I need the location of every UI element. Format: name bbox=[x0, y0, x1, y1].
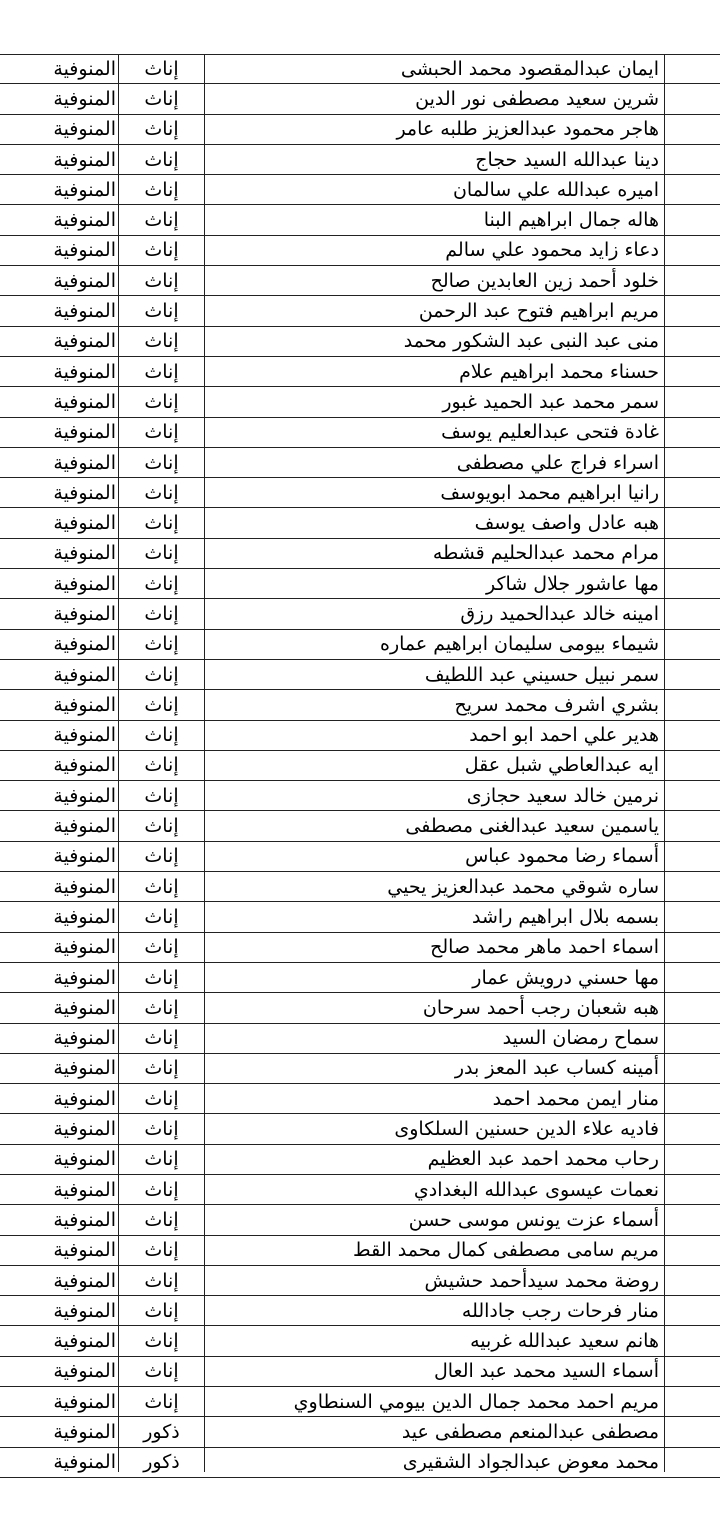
governorate-cell: المنوفية bbox=[53, 390, 116, 413]
table-row bbox=[0, 1326, 720, 1356]
governorate-cell: المنوفية bbox=[53, 845, 116, 868]
governorate-cell: المنوفية bbox=[53, 451, 116, 474]
name-cell: دينا عبدالله السيد حجاج bbox=[475, 148, 659, 171]
name-cell: هاله جمال ابراهيم البنا bbox=[483, 209, 659, 232]
gender-cell: إناث bbox=[144, 905, 179, 928]
gender-cell: إناث bbox=[144, 1118, 179, 1141]
governorate-cell: المنوفية bbox=[53, 118, 116, 141]
table-row bbox=[0, 236, 720, 266]
column-divider-middle bbox=[204, 54, 205, 1472]
table-row bbox=[0, 418, 720, 448]
name-cell: أسماء السيد محمد عبد العال bbox=[433, 1360, 659, 1383]
name-cell: مريم احمد محمد جمال الدين بيومي السنطاوي bbox=[293, 1390, 659, 1413]
table-row bbox=[0, 933, 720, 963]
table-row bbox=[0, 1296, 720, 1326]
governorate-cell: المنوفية bbox=[53, 178, 116, 201]
gender-cell: إناث bbox=[144, 663, 179, 686]
governorate-cell: المنوفية bbox=[53, 1360, 116, 1383]
governorate-cell: المنوفية bbox=[53, 1148, 116, 1171]
governorate-cell: المنوفية bbox=[53, 239, 116, 262]
governorate-cell: المنوفية bbox=[53, 481, 116, 504]
gender-cell: إناث bbox=[144, 360, 179, 383]
table-row bbox=[0, 508, 720, 538]
governorate-cell: المنوفية bbox=[53, 87, 116, 110]
name-cell: ياسمين سعيد عبدالغنى مصطفى bbox=[405, 815, 659, 838]
governorate-cell: المنوفية bbox=[53, 936, 116, 959]
name-cell: خلود أحمد زين العابدين صالح bbox=[430, 269, 659, 292]
governorate-cell: المنوفية bbox=[53, 1239, 116, 1262]
governorate-cell: المنوفية bbox=[53, 1421, 116, 1443]
gender-cell: إناث bbox=[144, 1299, 179, 1322]
governorate-cell: المنوفية bbox=[53, 58, 116, 81]
name-cell: هدير علي احمد ابو احمد bbox=[469, 724, 659, 747]
table-row bbox=[0, 327, 720, 357]
table-row bbox=[0, 1054, 720, 1084]
table-row bbox=[0, 145, 720, 175]
table-row bbox=[0, 1145, 720, 1175]
name-cell: أمينه كساب عبد المعز بدر bbox=[454, 1057, 659, 1080]
governorate-cell: المنوفية bbox=[53, 269, 116, 292]
table-row bbox=[0, 1024, 720, 1054]
governorate-cell: المنوفية bbox=[53, 966, 116, 989]
governorate-cell: المنوفية bbox=[53, 1390, 116, 1413]
gender-cell: إناث bbox=[144, 300, 179, 323]
governorate-cell: المنوفية bbox=[53, 1178, 116, 1201]
name-cell: ايه عبدالعاطي شبل عقل bbox=[464, 754, 659, 777]
table-row bbox=[0, 296, 720, 326]
name-cell: شيماء بيومى سليمان ابراهيم عماره bbox=[379, 633, 659, 656]
name-cell: روضة محمد سيدأحمد حشيش bbox=[424, 1269, 659, 1292]
governorate-cell: المنوفية bbox=[53, 542, 116, 565]
gender-cell: إناث bbox=[144, 481, 179, 504]
table-row bbox=[0, 84, 720, 114]
name-cell: أسماء رضا محمود عباس bbox=[465, 845, 659, 868]
name-cell: منار ايمن محمد احمد bbox=[492, 1087, 659, 1110]
name-cell: حسناء محمد ابراهيم علام bbox=[459, 360, 659, 383]
column-divider-right bbox=[664, 54, 665, 1472]
gender-cell: إناث bbox=[144, 512, 179, 535]
governorate-cell: المنوفية bbox=[53, 724, 116, 747]
name-cell: اسماء احمد ماهر محمد صالح bbox=[430, 936, 659, 959]
name-cell: سمر نبيل حسيني عبد اللطيف bbox=[424, 663, 659, 686]
governorate-cell: المنوفية bbox=[53, 572, 116, 595]
gender-cell: إناث bbox=[144, 845, 179, 868]
table-row bbox=[0, 115, 720, 145]
gender-cell: إناث bbox=[144, 390, 179, 413]
gender-cell: إناث bbox=[144, 633, 179, 656]
table-row bbox=[0, 1205, 720, 1235]
governorate-cell: المنوفية bbox=[53, 360, 116, 383]
table-row bbox=[0, 599, 720, 629]
gender-cell: إناث bbox=[144, 996, 179, 1019]
governorate-cell: المنوفية bbox=[53, 421, 116, 444]
governorate-cell: المنوفية bbox=[53, 1451, 116, 1474]
governorate-cell: المنوفية bbox=[53, 905, 116, 928]
gender-cell: إناث bbox=[144, 754, 179, 777]
table-row bbox=[0, 1417, 720, 1447]
table-row bbox=[0, 1387, 720, 1417]
governorate-cell: المنوفية bbox=[53, 663, 116, 686]
table-row bbox=[0, 751, 720, 781]
name-cell: مصطفى عبدالمنعم مصطفى عيد bbox=[401, 1421, 659, 1443]
gender-cell: إناث bbox=[144, 936, 179, 959]
table-row bbox=[0, 266, 720, 296]
gender-cell: إناث bbox=[144, 269, 179, 292]
name-cell: رانيا ابراهيم محمد ابويوسف bbox=[440, 481, 659, 504]
table-row bbox=[0, 630, 720, 660]
table-row bbox=[0, 993, 720, 1023]
gender-cell: إناث bbox=[144, 1148, 179, 1171]
column-divider-left bbox=[118, 54, 119, 1472]
name-cell: محمد معوض عبدالجواد الشقيرى bbox=[402, 1451, 659, 1474]
table-row bbox=[0, 387, 720, 417]
name-cell: مريم ابراهيم فتوح عبد الرحمن bbox=[418, 300, 659, 323]
name-cell: رحاب محمد احمد عبد العظيم bbox=[427, 1148, 659, 1171]
table-row bbox=[0, 811, 720, 841]
table-row bbox=[0, 478, 720, 508]
name-cell: هبه عادل واصف يوسف bbox=[474, 512, 659, 535]
name-cell: مرام محمد عبدالحليم قشطه bbox=[432, 542, 659, 565]
table-row bbox=[0, 205, 720, 235]
name-cell: هبه شعبان رجب أحمد سرحان bbox=[422, 996, 659, 1019]
table-row bbox=[0, 1236, 720, 1266]
governorate-cell: المنوفية bbox=[53, 209, 116, 232]
governorate-cell: المنوفية bbox=[53, 1118, 116, 1141]
gender-cell: إناث bbox=[144, 724, 179, 747]
table-row bbox=[0, 781, 720, 811]
table-row bbox=[0, 569, 720, 599]
governorate-cell: المنوفية bbox=[53, 1208, 116, 1231]
gender-cell: إناث bbox=[144, 815, 179, 838]
governorate-cell: المنوفية bbox=[53, 1027, 116, 1050]
gender-cell: إناث bbox=[144, 1239, 179, 1262]
name-cell: أسماء عزت يونس موسى حسن bbox=[408, 1208, 659, 1231]
table-row bbox=[0, 1084, 720, 1114]
gender-cell: إناث bbox=[144, 209, 179, 232]
governorate-cell: المنوفية bbox=[53, 996, 116, 1019]
gender-cell: إناث bbox=[144, 118, 179, 141]
gender-cell: إناث bbox=[144, 239, 179, 262]
governorate-cell: المنوفية bbox=[53, 875, 116, 898]
gender-cell: إناث bbox=[144, 602, 179, 625]
name-cell: فاديه علاء الدين حسنين السلكاوى bbox=[394, 1118, 659, 1141]
name-cell: بشري اشرف محمد سريح bbox=[454, 693, 659, 716]
governorate-cell: المنوفية bbox=[53, 602, 116, 625]
name-cell: سماح رمضان السيد bbox=[502, 1027, 659, 1050]
table-row bbox=[0, 448, 720, 478]
table-row bbox=[0, 721, 720, 751]
gender-cell: إناث bbox=[144, 1178, 179, 1201]
gender-cell: إناث bbox=[144, 148, 179, 171]
governorate-cell: المنوفية bbox=[53, 754, 116, 777]
name-cell: شرين سعيد مصطفى نور الدين bbox=[415, 87, 659, 110]
gender-cell: إناث bbox=[144, 1208, 179, 1231]
table-row bbox=[0, 175, 720, 205]
gender-cell: إناث bbox=[144, 451, 179, 474]
gender-cell: إناث bbox=[144, 875, 179, 898]
governorate-cell: المنوفية bbox=[53, 1087, 116, 1110]
gender-cell: إناث bbox=[144, 784, 179, 807]
governorate-cell: المنوفية bbox=[53, 1330, 116, 1353]
table-row bbox=[0, 1114, 720, 1144]
name-cell: منى عبد النبى عبد الشكور محمد bbox=[403, 330, 659, 353]
table-row bbox=[0, 660, 720, 690]
table-row bbox=[0, 1266, 720, 1296]
gender-cell: إناث bbox=[144, 58, 179, 81]
governorate-cell: المنوفية bbox=[53, 512, 116, 535]
table-row bbox=[0, 1448, 720, 1478]
name-cell: مها حسني درويش عمار bbox=[472, 966, 659, 989]
table-row bbox=[0, 1175, 720, 1205]
gender-cell: ذكور bbox=[143, 1421, 180, 1443]
table-row bbox=[0, 963, 720, 993]
table-row bbox=[0, 54, 720, 84]
governorate-cell: المنوفية bbox=[53, 784, 116, 807]
names-table bbox=[0, 54, 720, 1478]
gender-cell: إناث bbox=[144, 1360, 179, 1383]
gender-cell: إناث bbox=[144, 693, 179, 716]
name-cell: ايمان عبدالمقصود محمد الحبشى bbox=[400, 58, 659, 81]
name-cell: نعمات عيسوى عبدالله البغدادي bbox=[413, 1178, 659, 1201]
governorate-cell: المنوفية bbox=[53, 300, 116, 323]
table-row bbox=[0, 357, 720, 387]
name-cell: سمر محمد عبد الحميد غبور bbox=[442, 390, 659, 413]
governorate-cell: المنوفية bbox=[53, 693, 116, 716]
table-row bbox=[0, 872, 720, 902]
table-row bbox=[0, 902, 720, 932]
gender-cell: إناث bbox=[144, 966, 179, 989]
name-cell: نرمين خالد سعيد حجازى bbox=[466, 784, 659, 807]
name-cell: امينه خالد عبدالحميد رزق bbox=[460, 602, 659, 625]
gender-cell: إناث bbox=[144, 542, 179, 565]
governorate-cell: المنوفية bbox=[53, 1057, 116, 1080]
gender-cell: ذكور bbox=[143, 1451, 180, 1474]
name-cell: اسراء فراج علي مصطفى bbox=[456, 451, 659, 474]
table-row bbox=[0, 539, 720, 569]
name-cell: غادة فتحى عبدالعليم يوسف bbox=[441, 421, 659, 444]
table-row bbox=[0, 842, 720, 872]
gender-cell: إناث bbox=[144, 87, 179, 110]
gender-cell: إناث bbox=[144, 572, 179, 595]
name-cell: اميره عبدالله علي سالمان bbox=[452, 178, 659, 201]
name-cell: ساره شوقي محمد عبدالعزيز يحيي bbox=[387, 875, 659, 898]
governorate-cell: المنوفية bbox=[53, 1269, 116, 1292]
gender-cell: إناث bbox=[144, 330, 179, 353]
name-cell: مها عاشور جلال شاكر bbox=[485, 572, 659, 595]
governorate-cell: المنوفية bbox=[53, 1299, 116, 1322]
governorate-cell: المنوفية bbox=[53, 633, 116, 656]
gender-cell: إناث bbox=[144, 1330, 179, 1353]
gender-cell: إناث bbox=[144, 421, 179, 444]
name-cell: هاجر محمود عبدالعزيز طلبه عامر bbox=[396, 118, 659, 141]
governorate-cell: المنوفية bbox=[53, 815, 116, 838]
governorate-cell: المنوفية bbox=[53, 330, 116, 353]
name-cell: مريم سامى مصطفى كمال محمد القط bbox=[353, 1239, 659, 1262]
gender-cell: إناث bbox=[144, 1027, 179, 1050]
name-cell: هانم سعيد عبدالله غربيه bbox=[470, 1330, 659, 1353]
table-row bbox=[0, 690, 720, 720]
name-cell: منار فرحات رجب جادالله bbox=[461, 1299, 659, 1322]
gender-cell: إناث bbox=[144, 1057, 179, 1080]
governorate-cell: المنوفية bbox=[53, 148, 116, 171]
gender-cell: إناث bbox=[144, 178, 179, 201]
name-cell: دعاء زايد محمود علي سالم bbox=[445, 239, 659, 262]
gender-cell: إناث bbox=[144, 1269, 179, 1292]
table-row bbox=[0, 1357, 720, 1387]
gender-cell: إناث bbox=[144, 1390, 179, 1413]
name-cell: بسمه بلال ابراهيم راشد bbox=[471, 905, 659, 928]
gender-cell: إناث bbox=[144, 1087, 179, 1110]
